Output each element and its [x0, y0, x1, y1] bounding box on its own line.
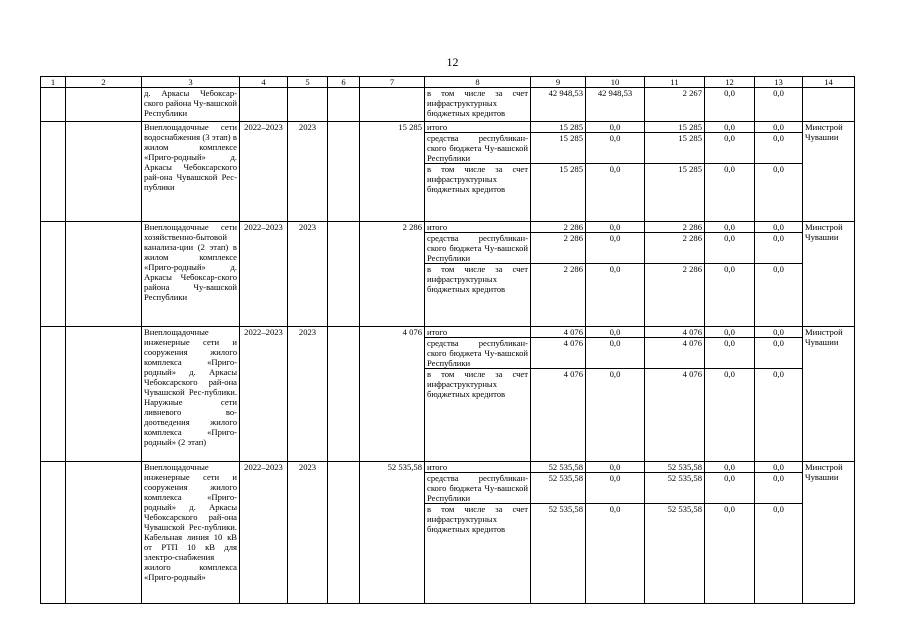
- value-col11: 2 286: [645, 222, 705, 233]
- cell-empty: [360, 88, 425, 122]
- value-col11: 4 076: [645, 369, 705, 462]
- value-col12: 0,0: [705, 338, 755, 369]
- column-header: 10: [586, 77, 645, 88]
- column-header: 8: [425, 77, 531, 88]
- value-col9: 2 286: [531, 233, 586, 264]
- funding-source: в том числе за счет инфраструктурных бюджетных кредитов: [425, 88, 531, 122]
- value-col12: 0,0: [705, 164, 755, 222]
- value-col9: 52 535,58: [531, 504, 586, 604]
- column-header: 2: [66, 77, 142, 88]
- funding-source: в том числе за счет инфраструктурных бюджетных кредитов: [425, 164, 531, 222]
- project-year: 2023: [288, 462, 328, 604]
- funding-source: средства республикан-ского бюджета Чу-вашской Республики: [425, 473, 531, 504]
- value-col10: 0,0: [586, 133, 645, 164]
- project-row: [41, 122, 855, 133]
- cell-empty: [66, 122, 142, 222]
- cell-empty: [66, 88, 142, 122]
- cell-empty: [41, 88, 66, 122]
- project-cost: 4 076: [360, 327, 425, 462]
- funding-source: средства республикан-ского бюджета Чу-вашской Республики: [425, 233, 531, 264]
- cell-empty: [803, 88, 855, 122]
- value-col10: 0,0: [586, 164, 645, 222]
- value-col13: 0,0: [755, 338, 803, 369]
- value-col9: 52 535,58: [531, 462, 586, 473]
- cell-empty: [328, 88, 360, 122]
- project-row: [41, 327, 855, 338]
- value-col10: 0,0: [586, 338, 645, 369]
- value-col9: 4 076: [531, 338, 586, 369]
- funding-source: в том числе за счет инфраструктурных бюджетных кредитов: [425, 504, 531, 604]
- value-col9: 52 535,58: [531, 473, 586, 504]
- value-col13: 0,0: [755, 88, 803, 122]
- column-header: 6: [328, 77, 360, 88]
- project-name: Внеплощадочные сети водоснабжения (3 этап) в жилом комплексе «Приго-родный» д. Аркасы Чебоксарского рай-она Чувашской Рес-публики: [142, 122, 240, 222]
- project-period: 2022–2023: [240, 122, 288, 222]
- funding-source: в том числе за счет инфраструктурных бюджетных кредитов: [425, 369, 531, 462]
- project-period: 2022–2023: [240, 462, 288, 604]
- funding-source: средства республикан-ского бюджета Чу-вашской Республики: [425, 338, 531, 369]
- column-header: 11: [645, 77, 705, 88]
- project-row: [41, 462, 855, 473]
- value-col12: 0,0: [705, 504, 755, 604]
- continuation-row: [41, 88, 855, 122]
- value-col9: 15 285: [531, 122, 586, 133]
- value-col13: 0,0: [755, 222, 803, 233]
- project-cost: 52 535,58: [360, 462, 425, 604]
- project-cost: 15 285: [360, 122, 425, 222]
- value-col12: 0,0: [705, 264, 755, 327]
- value-col13: 0,0: [755, 164, 803, 222]
- value-col11: 4 076: [645, 327, 705, 338]
- project-name: д. Аркасы Чебоксар-ского района Чу-вашской Республики: [142, 88, 240, 122]
- responsible-executor: Минстрой Чувашии: [803, 327, 855, 462]
- value-col9: 15 285: [531, 164, 586, 222]
- value-col11: 4 076: [645, 338, 705, 369]
- funding-source: итого: [425, 462, 531, 473]
- value-col10: 0,0: [586, 122, 645, 133]
- value-col10: 0,0: [586, 462, 645, 473]
- responsible-executor: Минстрой Чувашии: [803, 122, 855, 222]
- cell-empty: [240, 88, 288, 122]
- value-col9: 2 286: [531, 264, 586, 327]
- cell-empty: [41, 327, 66, 462]
- value-col12: 0,0: [705, 462, 755, 473]
- value-col13: 0,0: [755, 327, 803, 338]
- value-col13: 0,0: [755, 133, 803, 164]
- cell-empty: [41, 122, 66, 222]
- value-col12: 0,0: [705, 473, 755, 504]
- column-header-row: [41, 77, 855, 88]
- column-header: 7: [360, 77, 425, 88]
- project-name: Внеплощадочные сети хозяйственно-бытовой канализа-ции (2 этап) в жилом комплексе «Приго-родный» д. Аркасы Чебоксар-ского района Чу-вашской Республики: [142, 222, 240, 327]
- value-col11: 52 535,58: [645, 462, 705, 473]
- value-col13: 0,0: [755, 504, 803, 604]
- cell-empty: [41, 462, 66, 604]
- value-col9: 4 076: [531, 327, 586, 338]
- value-col10: 0,0: [586, 369, 645, 462]
- cell-empty: [66, 462, 142, 604]
- value-col13: 0,0: [755, 264, 803, 327]
- value-col13: 0,0: [755, 462, 803, 473]
- cell-empty: [288, 88, 328, 122]
- value-col10: 0,0: [586, 233, 645, 264]
- cell-empty: [328, 327, 360, 462]
- value-col9: 15 285: [531, 133, 586, 164]
- value-col10: 0,0: [586, 222, 645, 233]
- project-name: Внеплощадочные инженерные сети и сооружения жилого комплекса «Приго-родный» д. Аркасы Чебоксарского рай-она Чувашской Рес-публики. Кабельная линия 10 кВ от РТП 10 кВ для электро-снабжения жилого комплекса «Приго-родный»: [142, 462, 240, 604]
- column-header: 5: [288, 77, 328, 88]
- cell-empty: [328, 222, 360, 327]
- value-col11: 2 286: [645, 264, 705, 327]
- funding-source: итого: [425, 327, 531, 338]
- cell-empty: [66, 222, 142, 327]
- value-col10: 0,0: [586, 327, 645, 338]
- value-col12: 0,0: [705, 327, 755, 338]
- responsible-executor: Минстрой Чувашии: [803, 462, 855, 604]
- cell-empty: [328, 122, 360, 222]
- funding-source: итого: [425, 122, 531, 133]
- value-col12: 0,0: [705, 369, 755, 462]
- value-col12: 0,0: [705, 122, 755, 133]
- value-col12: 0,0: [705, 233, 755, 264]
- value-col11: 15 285: [645, 133, 705, 164]
- value-col9: 42 948,53: [531, 88, 586, 122]
- page-number: 12: [446, 55, 459, 69]
- value-col11: 2 267: [645, 88, 705, 122]
- project-year: 2023: [288, 222, 328, 327]
- column-header: 9: [531, 77, 586, 88]
- project-period: 2022–2023: [240, 222, 288, 327]
- value-col12: 0,0: [705, 222, 755, 233]
- value-col11: 15 285: [645, 164, 705, 222]
- project-year: 2023: [288, 122, 328, 222]
- value-col13: 0,0: [755, 473, 803, 504]
- value-col9: 4 076: [531, 369, 586, 462]
- value-col11: 15 285: [645, 122, 705, 133]
- project-period: 2022–2023: [240, 327, 288, 462]
- column-header: 14: [803, 77, 855, 88]
- column-header: 13: [755, 77, 803, 88]
- value-col12: 0,0: [705, 133, 755, 164]
- table-body: [41, 77, 855, 604]
- funding-source: итого: [425, 222, 531, 233]
- project-row: [41, 222, 855, 233]
- column-header: 12: [705, 77, 755, 88]
- project-cost: 2 286: [360, 222, 425, 327]
- value-col13: 0,0: [755, 122, 803, 133]
- value-col13: 0,0: [755, 233, 803, 264]
- value-col12: 0,0: [705, 88, 755, 122]
- funding-source: в том числе за счет инфраструктурных бюджетных кредитов: [425, 264, 531, 327]
- value-col10: 0,0: [586, 473, 645, 504]
- project-name: Внеплощадочные инженерные сети и сооружения жилого комплекса «Приго-родный» д. Аркасы Чебоксарского рай-она Чувашской Рес-публики. Наружные сети ливневого во-доотведения жилого комплекса «Приго-родный» (2 этап): [142, 327, 240, 462]
- value-col11: 2 286: [645, 233, 705, 264]
- cell-empty: [328, 462, 360, 604]
- value-col11: 52 535,58: [645, 473, 705, 504]
- column-header: 3: [142, 77, 240, 88]
- cell-empty: [66, 327, 142, 462]
- value-col10: 0,0: [586, 264, 645, 327]
- value-col10: 42 948,53: [586, 88, 645, 122]
- responsible-executor: Минстрой Чувашии: [803, 222, 855, 327]
- column-header: 1: [41, 77, 66, 88]
- value-col10: 0,0: [586, 504, 645, 604]
- cell-empty: [41, 222, 66, 327]
- value-col11: 52 535,58: [645, 504, 705, 604]
- value-col13: 0,0: [755, 369, 803, 462]
- column-header: 4: [240, 77, 288, 88]
- project-year: 2023: [288, 327, 328, 462]
- program-table: [40, 76, 855, 604]
- value-col9: 2 286: [531, 222, 586, 233]
- funding-source: средства республикан-ского бюджета Чу-вашской Республики: [425, 133, 531, 164]
